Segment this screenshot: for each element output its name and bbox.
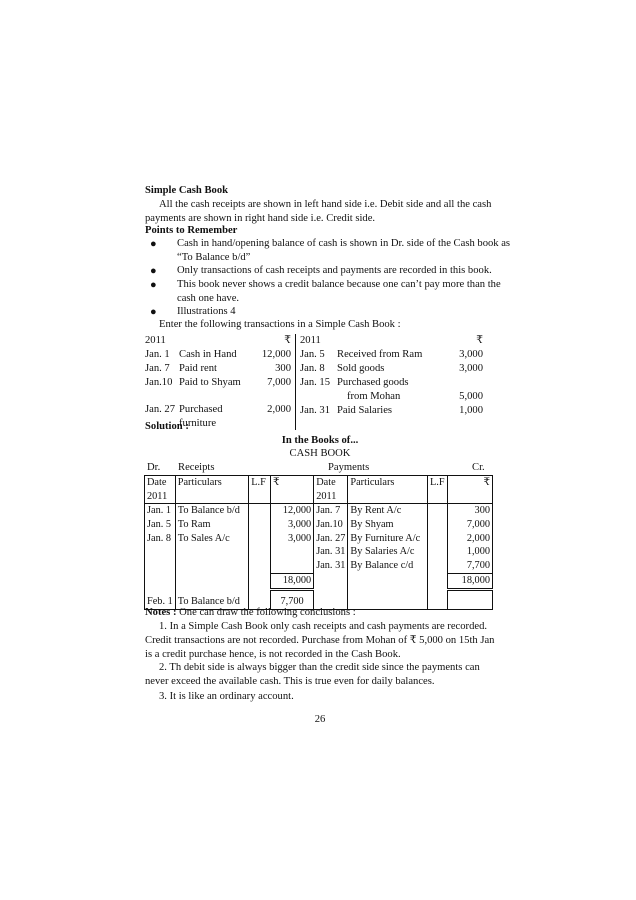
year-row: 2011 2011 xyxy=(145,490,493,504)
transactions-left: 2011 ₹ Jan. 1 Cash in Hand 12,000 Jan. 7 Paid rent 300 Jan.10 Paid to Shyam 7,000 Jan. 27 Purchased 2,000 furniture xyxy=(145,335,291,430)
note-1: 1. In a Simple Cash Book only cash receipts and cash payments are recorded. Credit transactions are not recorded. Purchase from Mohan of ₹ 5,000 on 15th Jan is a credit purchase hence, is not recorded in the Cash Book. xyxy=(145,621,495,661)
rupee-icon: ₹ xyxy=(447,476,492,490)
year-label: 2011 xyxy=(300,335,321,346)
table-row: Jan. 1 To Balance b/d 12,000 Jan. 7 By Rent A/c 300 xyxy=(145,504,493,518)
total-row xyxy=(145,573,493,589)
bullet-item: ● Only transactions of cash receipts and payments are recorded in this book. xyxy=(150,265,492,277)
note-3: 3. It is like an ordinary account. xyxy=(159,691,294,702)
year-label: 2011 xyxy=(145,335,166,346)
bullet-icon: ● xyxy=(150,238,157,250)
bullet-item: ● Cash in hand/opening balance of cash is shown in Dr. side of the Cash book as “To Balance b/d” xyxy=(150,238,511,264)
transactions-divider xyxy=(295,334,296,430)
payments-label: Payments xyxy=(328,462,370,473)
table-row: Jan. 8 To Sales A/c 3,000 Jan. 27 By Furniture A/c 2,000 xyxy=(145,532,493,546)
bullet-icon: ● xyxy=(150,265,157,277)
page-number: 26 xyxy=(314,714,326,725)
notes-label: Notes : xyxy=(145,607,177,618)
bullet-item: ● Illustrations 4 xyxy=(150,306,236,318)
cr-label: Cr. xyxy=(472,462,485,473)
rupee-icon: ₹ xyxy=(271,476,314,490)
bullet-icon: ● xyxy=(150,279,157,291)
cashbook-title: CASH BOOK xyxy=(289,448,351,459)
cash-book-table xyxy=(144,475,493,610)
instruction-text: Enter the following transactions in a Simple Cash Book : xyxy=(159,319,401,330)
total-right: 18,000 xyxy=(447,573,492,589)
notes-intro-line: Notes : One can draw the following conclusions : xyxy=(145,607,356,618)
closing-row: Feb. 1 To Balance b/d 7,700 xyxy=(145,595,493,609)
rupee-icon: ₹ xyxy=(476,335,483,346)
books-heading: In the Books of... xyxy=(281,435,359,446)
note-2: 2. Th debit side is always bigger than the credit side since the payments can never exceed the available cash. This is true even for daily balances. xyxy=(145,662,480,688)
rupee-icon: ₹ xyxy=(284,335,291,346)
intro-paragraph: All the cash receipts are shown in left hand side i.e. Debit side and all the cash payments are shown in right hand side i.e. Credit side. xyxy=(145,199,492,225)
table-row: Jan. 31 By Balance c/d 7,700 xyxy=(145,559,493,573)
transactions-right: 2011 ₹ Jan. 5 Received from Ram 3,000 Jan. 8 Sold goods 3,000 Jan. 15 Purchased goods from Mohan 5,000 Jan. 31 Paid Salaries 1,000 xyxy=(300,335,483,417)
total-left: 18,000 xyxy=(271,573,314,589)
points-heading: Points to Remember xyxy=(145,225,238,236)
table-row: Jan. 5 To Ram 3,000 Jan.10 By Shyam 7,000 xyxy=(145,518,493,532)
table-row: Jan. 31 By Salaries A/c 1,000 xyxy=(145,545,493,559)
section-title: Simple Cash Book xyxy=(145,185,229,196)
receipts-label: Receipts xyxy=(178,462,215,473)
bullet-icon: ● xyxy=(150,306,157,318)
header-row: Date Particulars L.F ₹ Date Particulars L.F ₹ xyxy=(145,476,493,490)
solution-label: Solution : xyxy=(145,421,189,432)
bullet-item: ● This book never shows a credit balance because one can’t pay more than the cash one have. xyxy=(150,279,501,305)
dr-label: Dr. xyxy=(147,462,161,473)
